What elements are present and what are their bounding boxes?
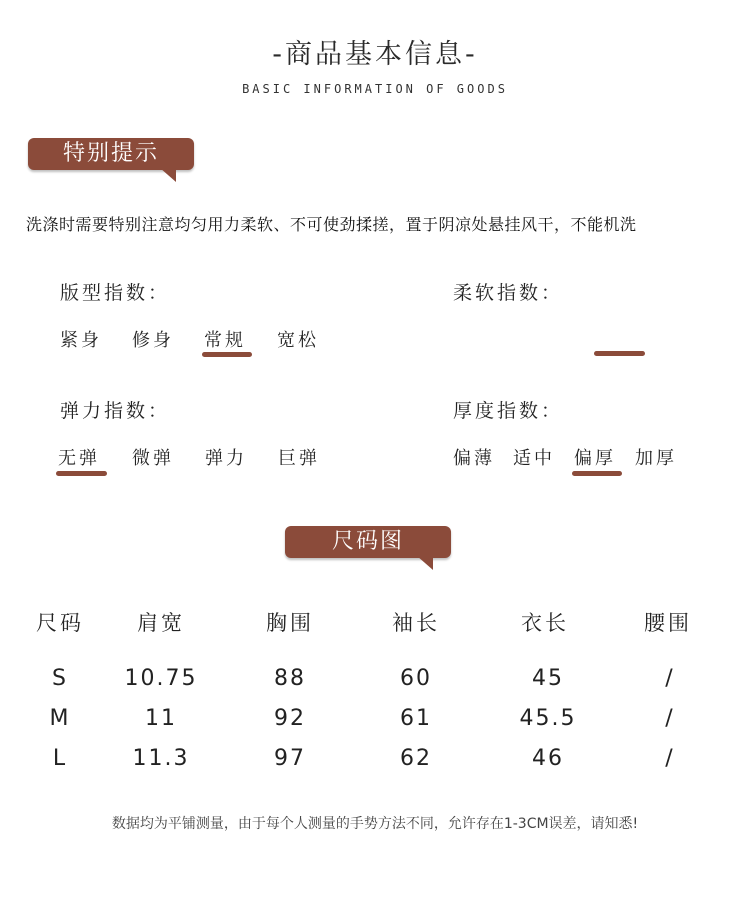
table-cell: M — [49, 706, 71, 731]
table-header-length: 衣长 — [521, 611, 569, 635]
elasticity-option-stretch: 弹力 — [205, 448, 247, 469]
softness-selected-marker — [594, 351, 645, 356]
table-cell: 92 — [274, 706, 306, 731]
table-cell: L — [52, 746, 68, 771]
table-cell: 11 — [145, 706, 177, 731]
thickness-index-label: 厚度指数： — [453, 400, 564, 422]
softness-index-label: 柔软指数： — [453, 282, 564, 304]
elasticity-option-super: 巨弹 — [278, 448, 320, 469]
table-header-waist: 腰围 — [644, 611, 692, 635]
banner-tail — [160, 168, 176, 182]
table-cell: S — [52, 666, 68, 691]
table-cell: 62 — [400, 746, 432, 771]
elasticity-option-none: 无弹 — [58, 448, 100, 469]
fit-option-slim: 修身 — [132, 330, 174, 351]
special-notice-banner: 特别提示 — [28, 138, 194, 170]
thickness-option-thick: 偏厚 — [574, 448, 616, 469]
thickness-option-medium: 适中 — [513, 448, 555, 469]
fit-selected-marker — [202, 352, 252, 357]
table-cell: 60 — [400, 666, 432, 691]
thickness-selected-marker — [572, 471, 622, 476]
table-cell: 10.75 — [124, 666, 198, 691]
elasticity-index-label: 弹力指数： — [60, 400, 171, 422]
elasticity-option-slight: 微弹 — [132, 448, 174, 469]
table-cell: / — [665, 666, 675, 691]
fit-option-regular: 常规 — [204, 330, 246, 351]
table-cell: 45 — [532, 666, 564, 691]
table-header-size: 尺码 — [36, 611, 84, 635]
table-cell: 97 — [274, 746, 306, 771]
table-header-shoulder: 肩宽 — [137, 611, 185, 635]
fit-option-loose: 宽松 — [277, 330, 319, 351]
table-cell: / — [665, 706, 675, 731]
page-subtitle: BASIC INFORMATION OF GOODS — [242, 82, 508, 96]
table-header-sleeve: 袖长 — [392, 611, 440, 635]
size-chart-banner: 尺码图 — [285, 526, 451, 558]
thickness-option-extra-thick: 加厚 — [635, 448, 677, 469]
table-cell: 46 — [532, 746, 564, 771]
fit-option-tight: 紧身 — [60, 330, 102, 351]
table-cell: 61 — [400, 706, 432, 731]
elasticity-selected-marker — [56, 471, 107, 476]
banner-tail — [417, 556, 433, 570]
table-cell: 88 — [274, 666, 306, 691]
table-header-chest: 胸围 — [266, 611, 314, 635]
table-cell: 45.5 — [519, 706, 577, 731]
table-cell: / — [665, 746, 675, 771]
thickness-option-thin: 偏薄 — [453, 448, 495, 469]
table-cell: 11.3 — [132, 746, 190, 771]
fit-index-label: 版型指数： — [60, 282, 171, 304]
care-instructions: 洗涤时需要特别注意均匀用力柔软、不可使劲揉搓，置于阴凉处悬挂风干，不能机洗 — [26, 215, 637, 234]
measurement-footnote: 数据均为平铺测量，由于每个人测量的手势方法不同，允许存在1-3CM误差，请知悉! — [111, 816, 639, 832]
page-title: -商品基本信息- — [272, 39, 478, 70]
